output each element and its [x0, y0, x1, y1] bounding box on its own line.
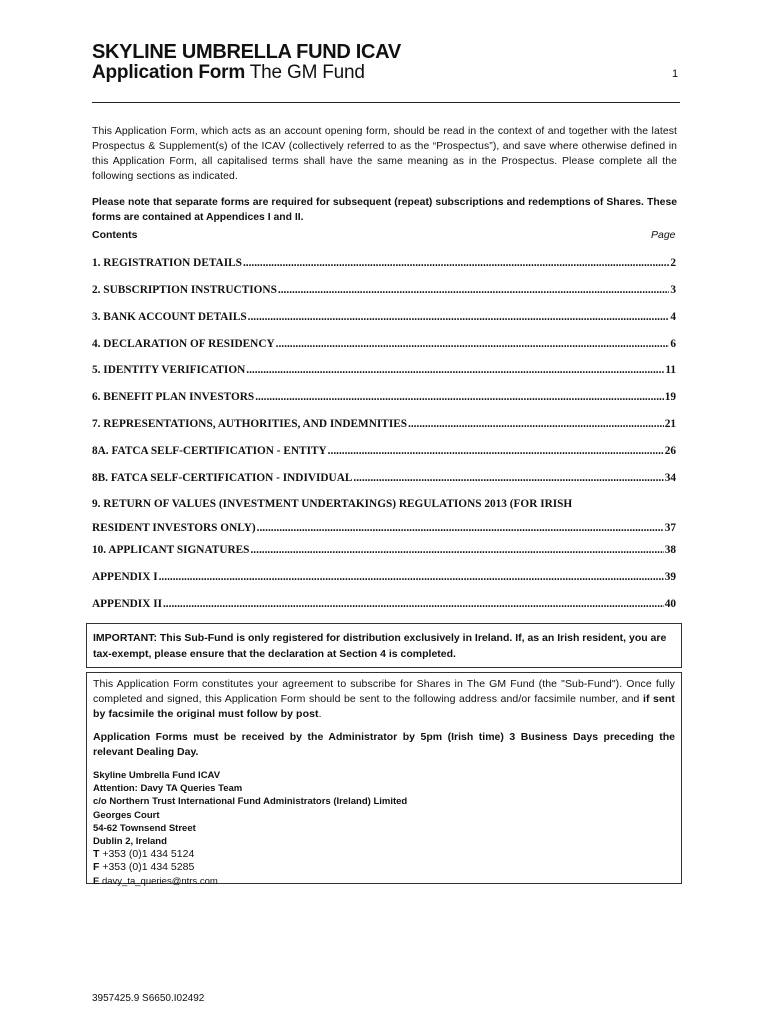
toc-page: 2: [670, 257, 676, 269]
agreement-text: This Application Form constitutes your agreement to subscribe for Shares in The GM Fund (the "Sub-Fund"). Once fully completed and signed, this Application Form should be sent to the following address and/or facsimile number, and: [93, 678, 675, 705]
toc-label: APPENDIX I: [92, 571, 158, 583]
document-title: SKYLINE UMBRELLA FUND ICAV: [92, 41, 401, 63]
toc-page: 38: [664, 544, 676, 556]
toc-leader: [278, 283, 669, 296]
toc-leader: [255, 390, 664, 403]
toc-entry[interactable]: [92, 570, 676, 584]
toc-page: 6: [670, 338, 676, 350]
toc-page: 19: [664, 391, 676, 403]
toc-page: 26: [664, 445, 676, 457]
toc-leader: [353, 471, 663, 484]
address-line: 54-62 Townsend Street: [93, 822, 196, 834]
toc-entry[interactable]: [92, 256, 676, 270]
phone-line: [93, 848, 675, 861]
toc-label: 6. BENEFIT PLAN INVESTORS: [92, 391, 255, 403]
toc-leader: [243, 256, 669, 269]
toc-page: 39: [664, 571, 676, 583]
document-reference: 3957425.9 S6650.I02492: [92, 993, 205, 1004]
separate-forms-note: Please note that separate forms are required for subsequent (repeat) subscriptions and redemptions of Shares. These forms are contained at Appendices I and II.: [92, 197, 677, 223]
toc-label: 1. REGISTRATION DETAILS: [92, 257, 242, 269]
phone-key: T: [93, 848, 100, 861]
toc-entry[interactable]: [92, 444, 676, 458]
toc-leader: [159, 570, 664, 583]
subtitle-fund-name: The GM Fund: [245, 62, 365, 83]
fax-key: F: [93, 861, 100, 874]
document-subtitle: [92, 62, 365, 84]
toc-entry[interactable]: [92, 310, 676, 324]
email-key: E: [93, 875, 100, 887]
address-line: Dublin 2, Ireland: [93, 836, 167, 848]
toc-entry[interactable]: [92, 283, 676, 297]
submission-info-box: [86, 672, 682, 887]
toc-label-line1: 9. RETURN OF VALUES (INVESTMENT UNDERTAKINGS) REGULATIONS 2013 (FOR IRISH: [92, 498, 573, 510]
toc-label: 7. REPRESENTATIONS, AUTHORITIES, AND INDEMNITIES: [92, 418, 408, 430]
subtitle-bold: Application Form: [92, 62, 246, 83]
toc-entry[interactable]: [92, 497, 676, 535]
agreement-bold-text: if sent by facsimile the original must follow by post: [93, 693, 675, 720]
agreement-end: .: [318, 708, 322, 720]
toc-leader: [408, 417, 664, 430]
important-notice-text: IMPORTANT: This Sub-Fund is only registered for distribution exclusively in Ireland. If, as an Irish resident, you are tax-exempt, please ensure that the declaration at Section 4 is completed.: [93, 632, 667, 660]
header-rule: [92, 102, 680, 103]
toc-label: 4. DECLARATION OF RESIDENCY: [92, 338, 275, 350]
intro-paragraph: This Application Form, which acts as an account opening form, should be read in the context of and together with the latest Prospectus & Supplement(s) of the ICAV (collectively referred to as the “Prospectus”), and save where otherwise defined in this Application Form, all capitalised terms shall have the same meaning as in the Prospectus. Please complete all the following sections as indicated.: [92, 126, 677, 182]
toc-label: 8B. FATCA SELF-CERTIFICATION - INDIVIDUAL: [92, 472, 353, 484]
toc-leader: [248, 310, 670, 323]
toc-label: 8A. FATCA SELF-CERTIFICATION - ENTITY: [92, 445, 327, 457]
address-line: Georges Court: [93, 809, 160, 821]
email-line: [93, 875, 675, 888]
toc-leader: [328, 444, 664, 457]
contents-page-heading: Page: [651, 229, 676, 241]
toc-label: 5. IDENTITY VERIFICATION: [92, 364, 246, 376]
phone-number: +353 (0)1 434 5124: [99, 848, 195, 861]
toc-entry[interactable]: [92, 337, 676, 351]
agreement-paragraph: [93, 677, 675, 722]
toc-leader: [257, 521, 664, 534]
address-line: Attention: Davy TA Queries Team: [93, 783, 243, 795]
toc-label: 10. APPLICANT SIGNATURES: [92, 544, 250, 556]
toc-label: RESIDENT INVESTORS ONLY): [92, 522, 256, 534]
toc-entry[interactable]: [92, 543, 676, 557]
administrator-address: [93, 769, 675, 848]
toc-page: 21: [664, 418, 676, 430]
toc-label: 2. SUBSCRIPTION INSTRUCTIONS: [92, 284, 277, 296]
toc-entry[interactable]: [92, 471, 676, 485]
toc-entry[interactable]: [92, 597, 676, 611]
fax-line: [93, 861, 675, 874]
contents-heading: Contents: [92, 229, 138, 241]
address-line: c/o Northern Trust International Fund Administrators (Ireland) Limited: [93, 796, 408, 808]
fax-number: +353 (0)1 434 5285: [99, 861, 195, 874]
toc-entry[interactable]: [92, 363, 676, 377]
deadline-paragraph: Application Forms must be received by the Administrator by 5pm (Irish time) 3 Business Days preceding the relevant Dealing Day.: [93, 731, 675, 758]
toc-page: 34: [664, 472, 676, 484]
toc-page: 37: [664, 522, 676, 534]
toc-label: 3. BANK ACCOUNT DETAILS: [92, 311, 247, 323]
toc-entry[interactable]: [92, 390, 676, 404]
toc-page: 11: [665, 364, 676, 376]
toc-leader: [163, 597, 664, 610]
toc-page: 3: [670, 284, 676, 296]
address-line: Skyline Umbrella Fund ICAV: [93, 770, 221, 781]
toc-label: APPENDIX II: [92, 598, 162, 610]
page-number: 1: [672, 68, 679, 80]
toc-page: 40: [664, 598, 676, 610]
toc-leader: [246, 363, 664, 376]
email-address[interactable]: davy_ta_queries@ntrs.com: [99, 875, 218, 887]
toc-entry[interactable]: [92, 417, 676, 431]
toc-leader: [276, 337, 670, 350]
toc-page: 4: [670, 311, 676, 323]
important-notice-box: [86, 623, 682, 668]
toc-leader: [250, 543, 663, 556]
